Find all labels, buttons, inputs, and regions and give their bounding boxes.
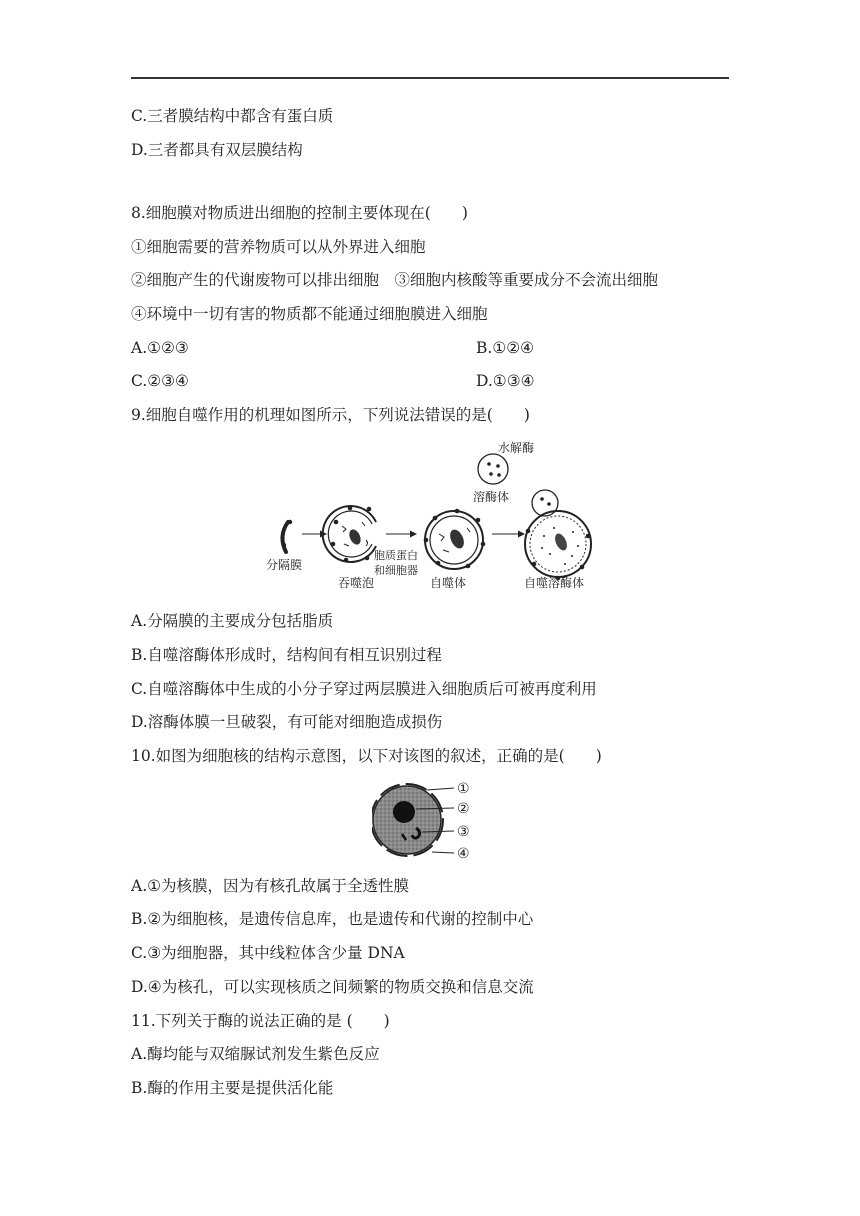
q8-option-c: C.②③④ [131,372,189,390]
lysosome-shape [478,454,508,484]
autophagy-diagram [258,436,608,596]
autolysosome-label: 自噬溶酶体 [524,576,585,590]
q9-stem: 9.细胞自噬作用的机理如图所示，下列说法错误的是( ) [131,406,530,424]
q10-option-b: B.②为细胞核，是遗传信息库，也是遗传和代谢的控制中心 [131,910,534,928]
q9-option-b: B.自噬溶酶体形成时，结构间有相互识别过程 [131,646,442,664]
q11-option-b: B.酶的作用主要是提供活化能 [131,1079,334,1097]
autophagosome-label: 自噬体 [430,576,467,590]
q9-option-d: D.溶酶体膜一旦破裂，有可能对细胞造成损伤 [131,713,443,731]
q8-statement-2-3: ②细胞产生的代谢废物可以排出细胞 ③细胞内核酸等重要成分不会流出细胞 [131,271,659,289]
q11-option-a: A.酶均能与双缩脲试剂发生紫色反应 [131,1045,380,1063]
q9-option-c: C.自噬溶酶体中生成的小分子穿过两层膜进入细胞质后可被再度利用 [131,680,597,698]
autolysosome-shape [525,490,591,580]
phagophore-shape [323,506,376,563]
cargo-label-line1: 胞质蛋白 [374,549,418,562]
header-rule [131,77,729,79]
phagophore-label: 吞噬泡 [338,576,375,590]
q9-option-a: A.分隔膜的主要成分包括脂质 [131,612,334,630]
nucleus-label-2: ② [457,801,470,817]
q7-option-d: D.三者都具有双层膜结构 [131,141,303,159]
nucleus-label-1: ① [457,781,470,797]
nucleus-label-3: ③ [457,824,470,840]
hydrolase-label: 水解酶 [498,441,535,455]
lysosome-label: 溶酶体 [473,490,510,504]
q8-statement-4: ④环境中一切有害的物质都不能通过细胞膜进入细胞 [131,305,488,323]
q8-statement-1: ①细胞需要的营养物质可以从外界进入细胞 [131,238,426,256]
nucleus-shape [372,784,443,856]
q10-option-d: D.④为核孔，可以实现核质之间频繁的物质交换和信息交流 [131,978,534,996]
q10-stem: 10.如图为细胞核的结构示意图，以下对该图的叙述，正确的是( ) [131,747,602,765]
q11-stem: 11.下列关于酶的说法正确的是 ( ) [131,1012,390,1030]
q8-option-a: A.①②③ [131,339,189,357]
q8-option-d: D.①③④ [476,372,535,390]
q7-option-c: C.三者膜结构中都含有蛋白质 [131,107,334,125]
q10-option-c: C.③为细胞器，其中线粒体含少量 DNA [131,944,405,962]
q8-option-b: B.①②④ [476,339,535,357]
nucleus-diagram [372,776,482,868]
isolation-membrane-shape [282,520,292,552]
q10-option-a: A.①为核膜，因为有核孔故属于全透性膜 [131,877,410,895]
autophagosome-shape [424,509,486,569]
isolation-membrane-label: 分隔膜 [266,558,303,572]
q8-stem: 8.细胞膜对物质进出细胞的控制主要体现在( ) [131,204,468,222]
cargo-label-line2: 和细胞器 [374,564,418,577]
nucleus-label-4: ④ [457,846,470,862]
